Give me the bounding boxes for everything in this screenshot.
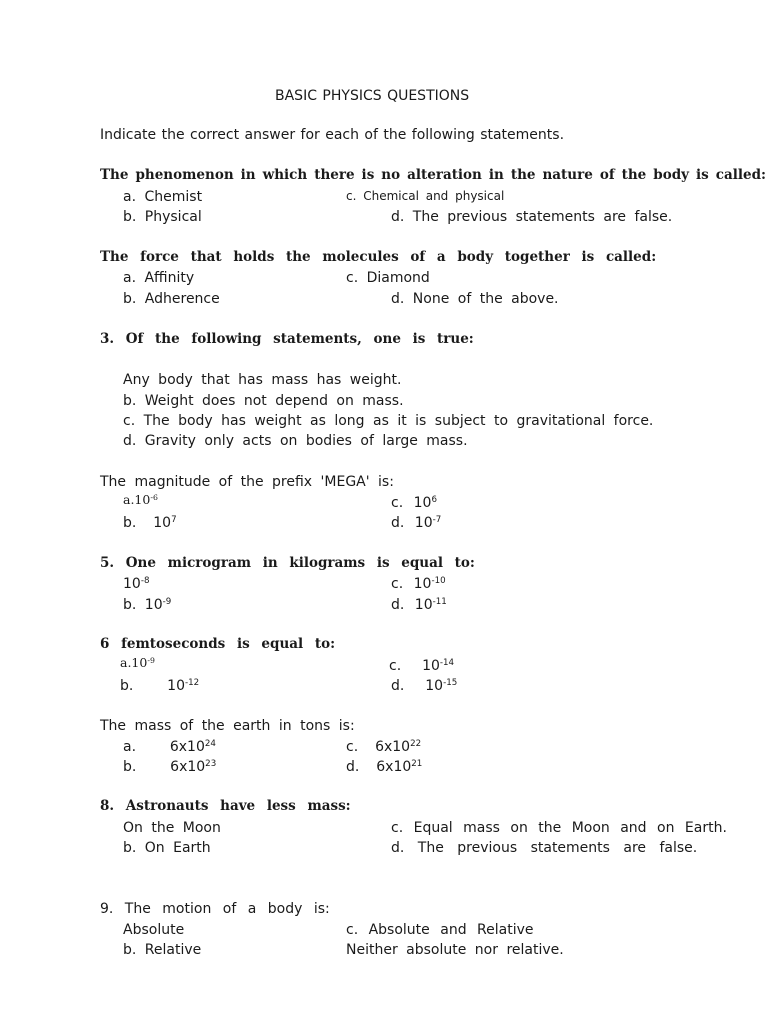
q2-option-a: a. Affinity bbox=[123, 270, 195, 286]
instructions: Indicate the correct answer for each of the following statements. bbox=[100, 127, 565, 143]
q9-option-d: Neither absolute nor relative. bbox=[346, 942, 564, 958]
question-6-prompt: 6 femtoseconds is equal to: bbox=[100, 636, 336, 652]
q1-option-c: c. Chemical and physical bbox=[346, 189, 505, 203]
q1-option-b: b. Physical bbox=[123, 209, 202, 225]
question-8-prompt: 8. Astronauts have less mass: bbox=[100, 798, 351, 814]
q7-option-b: b. $6x10^{23}$ bbox=[123, 759, 217, 775]
q9-option-b: b. Relative bbox=[123, 942, 202, 958]
question-1-prompt: The phenomenon in which there is no alteration in the nature of the body is called: bbox=[100, 167, 766, 183]
q2-option-c: c. Diamond bbox=[346, 270, 430, 286]
q6-option-b: b. $10^{-12}$ bbox=[120, 678, 200, 694]
q3-option-d: d. Gravity only acts on bodies of large mass. bbox=[123, 433, 468, 449]
q1-option-d: d. The previous statements are false. bbox=[391, 209, 673, 225]
q7-option-d: d. $6x10^{21}$ bbox=[346, 759, 423, 775]
q3-option-a: Any body that has mass has weight. bbox=[123, 372, 402, 388]
question-7-prompt: The mass of the earth in tons is: bbox=[100, 718, 355, 734]
q2-option-b: b. Adherence bbox=[123, 291, 220, 307]
q3-option-c: c. The body has weight as long as it is subject to gravitational force. bbox=[123, 413, 654, 429]
q5-option-b: b. $10^{-9}$ bbox=[123, 597, 172, 613]
question-3-prompt: 3. Of the following statements, one is true: bbox=[100, 331, 474, 347]
q5-option-c: c. $10^{-10}$ bbox=[391, 576, 446, 592]
q9-option-a: Absolute bbox=[123, 922, 185, 938]
q8-option-a: On the Moon bbox=[123, 820, 221, 836]
q6-option-c: c. $10^{-14}$ bbox=[389, 658, 455, 674]
question-5-prompt: 5. One microgram in kilograms is equal to: bbox=[100, 555, 475, 571]
q4-option-b: b. $10^7$ bbox=[123, 515, 177, 531]
q8-option-c: c. Equal mass on the Moon and on Earth. bbox=[391, 820, 727, 836]
q7-option-a: a. $6x10^{24}$ bbox=[123, 739, 216, 755]
question-4-prompt: The magnitude of the prefix 'MEGA' is: bbox=[100, 474, 394, 490]
q4-option-a: $a.10^{-6}$ bbox=[123, 492, 158, 507]
question-9-prompt: 9. The motion of a body is: bbox=[100, 901, 330, 917]
q9-option-c: c. Absolute and Relative bbox=[346, 922, 534, 938]
q6-option-d: d. $10^{-15}$ bbox=[391, 678, 458, 694]
question-2-prompt: The force that holds the molecules of a body together is called: bbox=[100, 249, 657, 265]
q4-option-c: c. $10^6$ bbox=[391, 495, 437, 511]
q6-option-a: $a.10^{-9}$ bbox=[120, 655, 155, 670]
page-title: BASIC PHYSICS QUESTIONS bbox=[275, 88, 470, 104]
q5-option-d: d. $10^{-11}$ bbox=[391, 597, 447, 613]
q1-option-a: a. Chemist bbox=[123, 189, 203, 205]
q8-option-d: d. The previous statements are false. bbox=[391, 840, 698, 856]
q8-option-b: b. On Earth bbox=[123, 840, 211, 856]
q3-option-b: b. Weight does not depend on mass. bbox=[123, 393, 404, 409]
q5-option-a: $10^{-8}$ bbox=[123, 576, 150, 592]
q2-option-d: d. None of the above. bbox=[391, 291, 559, 307]
q4-option-d: d. $10^{-7}$ bbox=[391, 515, 442, 531]
q7-option-c: c. $6x10^{22}$ bbox=[346, 739, 422, 755]
